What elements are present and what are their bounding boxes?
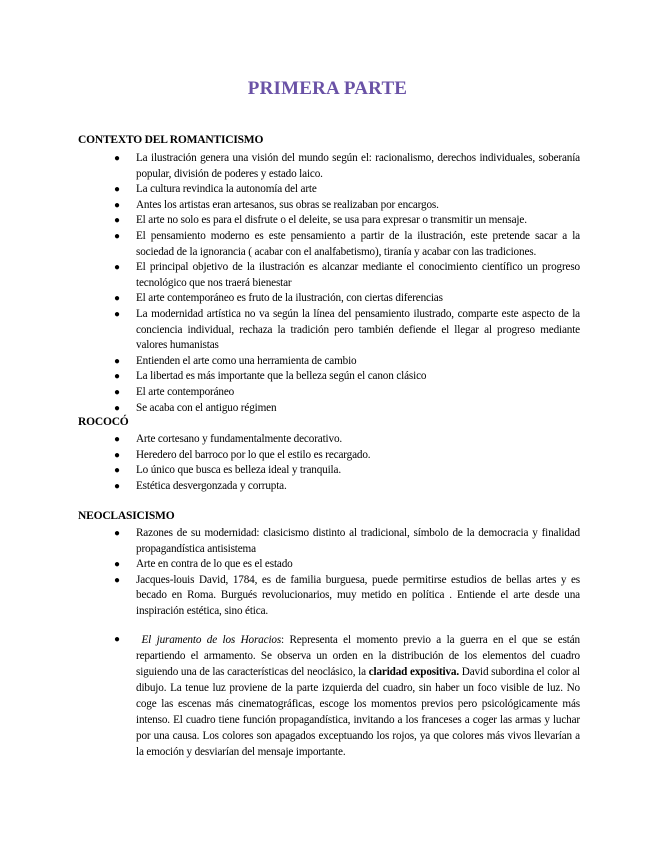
bullet-icon: ● <box>114 559 120 571</box>
horacios-text-part1: : Representa el momento previo a la guerra en el que se están repartiendo el armamento. Se observa un orden en la distribución de los elementos del cuadro siguiendo una de las características del neoclásico, la <box>136 634 580 678</box>
bullet-icon: ● <box>114 184 120 196</box>
list-item <box>100 573 580 620</box>
list-item-text: El arte contemporáneo <box>136 385 235 398</box>
bullet-icon: ● <box>114 293 120 305</box>
list-item <box>100 385 580 401</box>
horacios-paragraph <box>100 632 580 760</box>
list-item-text: La modernidad artística no va según la línea del pensamiento ilustrado, comparte este aspecto de la conciencia individual, rechaza la tradición pero también defiende el llegar al progreso mediante valores humanistas <box>136 307 580 352</box>
page-title: PRIMERA PARTE <box>247 78 408 99</box>
section-heading-neoclasicismo: NEOCLASICISMO <box>78 510 175 522</box>
list-item <box>100 229 580 260</box>
list-item-text: El principal objetivo de la ilustración es alcanzar mediante el conocimiento científico un progreso tecnológico que nos traerá bienestar <box>136 261 580 289</box>
bullet-icon: ● <box>114 528 120 539</box>
bullet-icon: ● <box>114 215 120 227</box>
list-item-text: Arte en contra de lo que es el estado <box>136 558 293 571</box>
bold-term: claridad expositiva. <box>368 666 460 678</box>
list-item-text: El arte contemporáneo es fruto de la ilustración, con ciertas diferencias <box>136 292 443 305</box>
list-item <box>100 307 580 354</box>
artwork-title: El juramento de los Horacios <box>141 634 282 646</box>
list-item <box>100 401 580 417</box>
list-item-text: Estética desvergonzada y corrupta. <box>136 479 287 492</box>
list-item <box>100 526 580 557</box>
list-item <box>100 260 580 291</box>
bullet-icon: ● <box>114 434 120 445</box>
list-item <box>100 463 580 479</box>
bullet-icon: ● <box>114 386 120 398</box>
list-item <box>100 182 580 198</box>
neoclasicismo-list <box>100 526 580 620</box>
list-item <box>100 557 580 573</box>
list-item <box>100 198 580 214</box>
bullet-icon: ● <box>114 199 120 211</box>
list-item-text: Jacques-louis David, 1784, es de familia burguesa, puede permitirse estudios de bellas artes y es becado en Roma. Burgués revolucionarios, muy metido en política . Entiende el arte desde una inspiración estética, sino ética. <box>136 573 580 617</box>
bullet-icon: ● <box>114 371 120 383</box>
bullet-icon: ● <box>114 465 120 477</box>
list-item-text: Antes los artistas eran artesanos, sus obras se realizaban por encargos. <box>136 198 439 211</box>
bullet-icon: ● <box>114 574 120 586</box>
list-item <box>100 213 580 229</box>
list-item <box>100 151 580 182</box>
bullet-icon: ● <box>114 230 120 242</box>
list-item-text: La cultura revindica la autonomía del arte <box>136 183 317 196</box>
list-item-text: El pensamiento moderno es este pensamiento a partir de la ilustración, este pretende sacar a la sociedad de la ignorancia ( acabar con el analfabetismo), tiranía y acabar con las tradiciones. <box>136 229 580 258</box>
list-item <box>100 369 580 385</box>
list-item-text: El arte no solo es para el disfrute o el deleite, se usa para expresar o transmitir un mensaje. <box>136 214 527 227</box>
horacios-list <box>100 632 580 760</box>
section-heading-rococo: ROCOCÓ <box>78 416 129 428</box>
section-heading-contexto: CONTEXTO DEL ROMANTICISMO <box>78 134 264 146</box>
list-item <box>100 354 580 370</box>
list-item-text: Lo único que busca es belleza ideal y tranquila. <box>136 464 341 477</box>
bullet-icon: ● <box>114 308 120 320</box>
bullet-icon: ● <box>114 449 120 461</box>
bullet-icon: ● <box>114 402 120 414</box>
list-item <box>100 291 580 307</box>
list-item-text: La libertad es más importante que la belleza según el canon clásico <box>136 370 427 383</box>
list-item-text: Razones de su modernidad: clasicismo distinto al tradicional, símbolo de la democracia y finalidad propagandística antisistema <box>136 527 580 555</box>
contexto-list <box>100 151 580 416</box>
list-item-text: Se acaba con el antiguo régimen <box>136 401 277 414</box>
list-item <box>100 479 580 495</box>
list-item-text: Arte cortesano y fundamentalmente decorativo. <box>136 433 343 445</box>
bullet-icon: ● <box>114 634 120 645</box>
list-item-text: La ilustración genera una visión del mundo según el: racionalismo, derechos individuales, soberanía popular, división de poderes y estado laico. <box>136 152 580 180</box>
horacios-text-part2: David subordina el color al dibujo. La tenue luz proviene de la parte izquierda del cuadro, sin haber un foco visible de luz. No coge las escenas más cinematográficas, escoge los momentos previos pero psicológicamente más intenso. El cuadro tiene función propagandística, invitando a los franceses a coger las armas y luchar por una causa. Los colores son apagados exceptuando los rojos, ya que colores más vivos llevarían a la emoción y desviarían del mensaje importante. <box>136 666 580 758</box>
bullet-icon: ● <box>114 480 120 492</box>
list-item-text: Heredero del barroco por lo que el estilo es recargado. <box>136 448 371 461</box>
bullet-icon: ● <box>114 262 120 274</box>
bullet-icon: ● <box>114 355 120 367</box>
bullet-icon: ● <box>114 153 120 164</box>
list-item-text: Entienden el arte como una herramienta de cambio <box>136 354 357 367</box>
rococo-list <box>100 432 580 494</box>
list-item <box>100 432 580 448</box>
list-item <box>100 448 580 464</box>
